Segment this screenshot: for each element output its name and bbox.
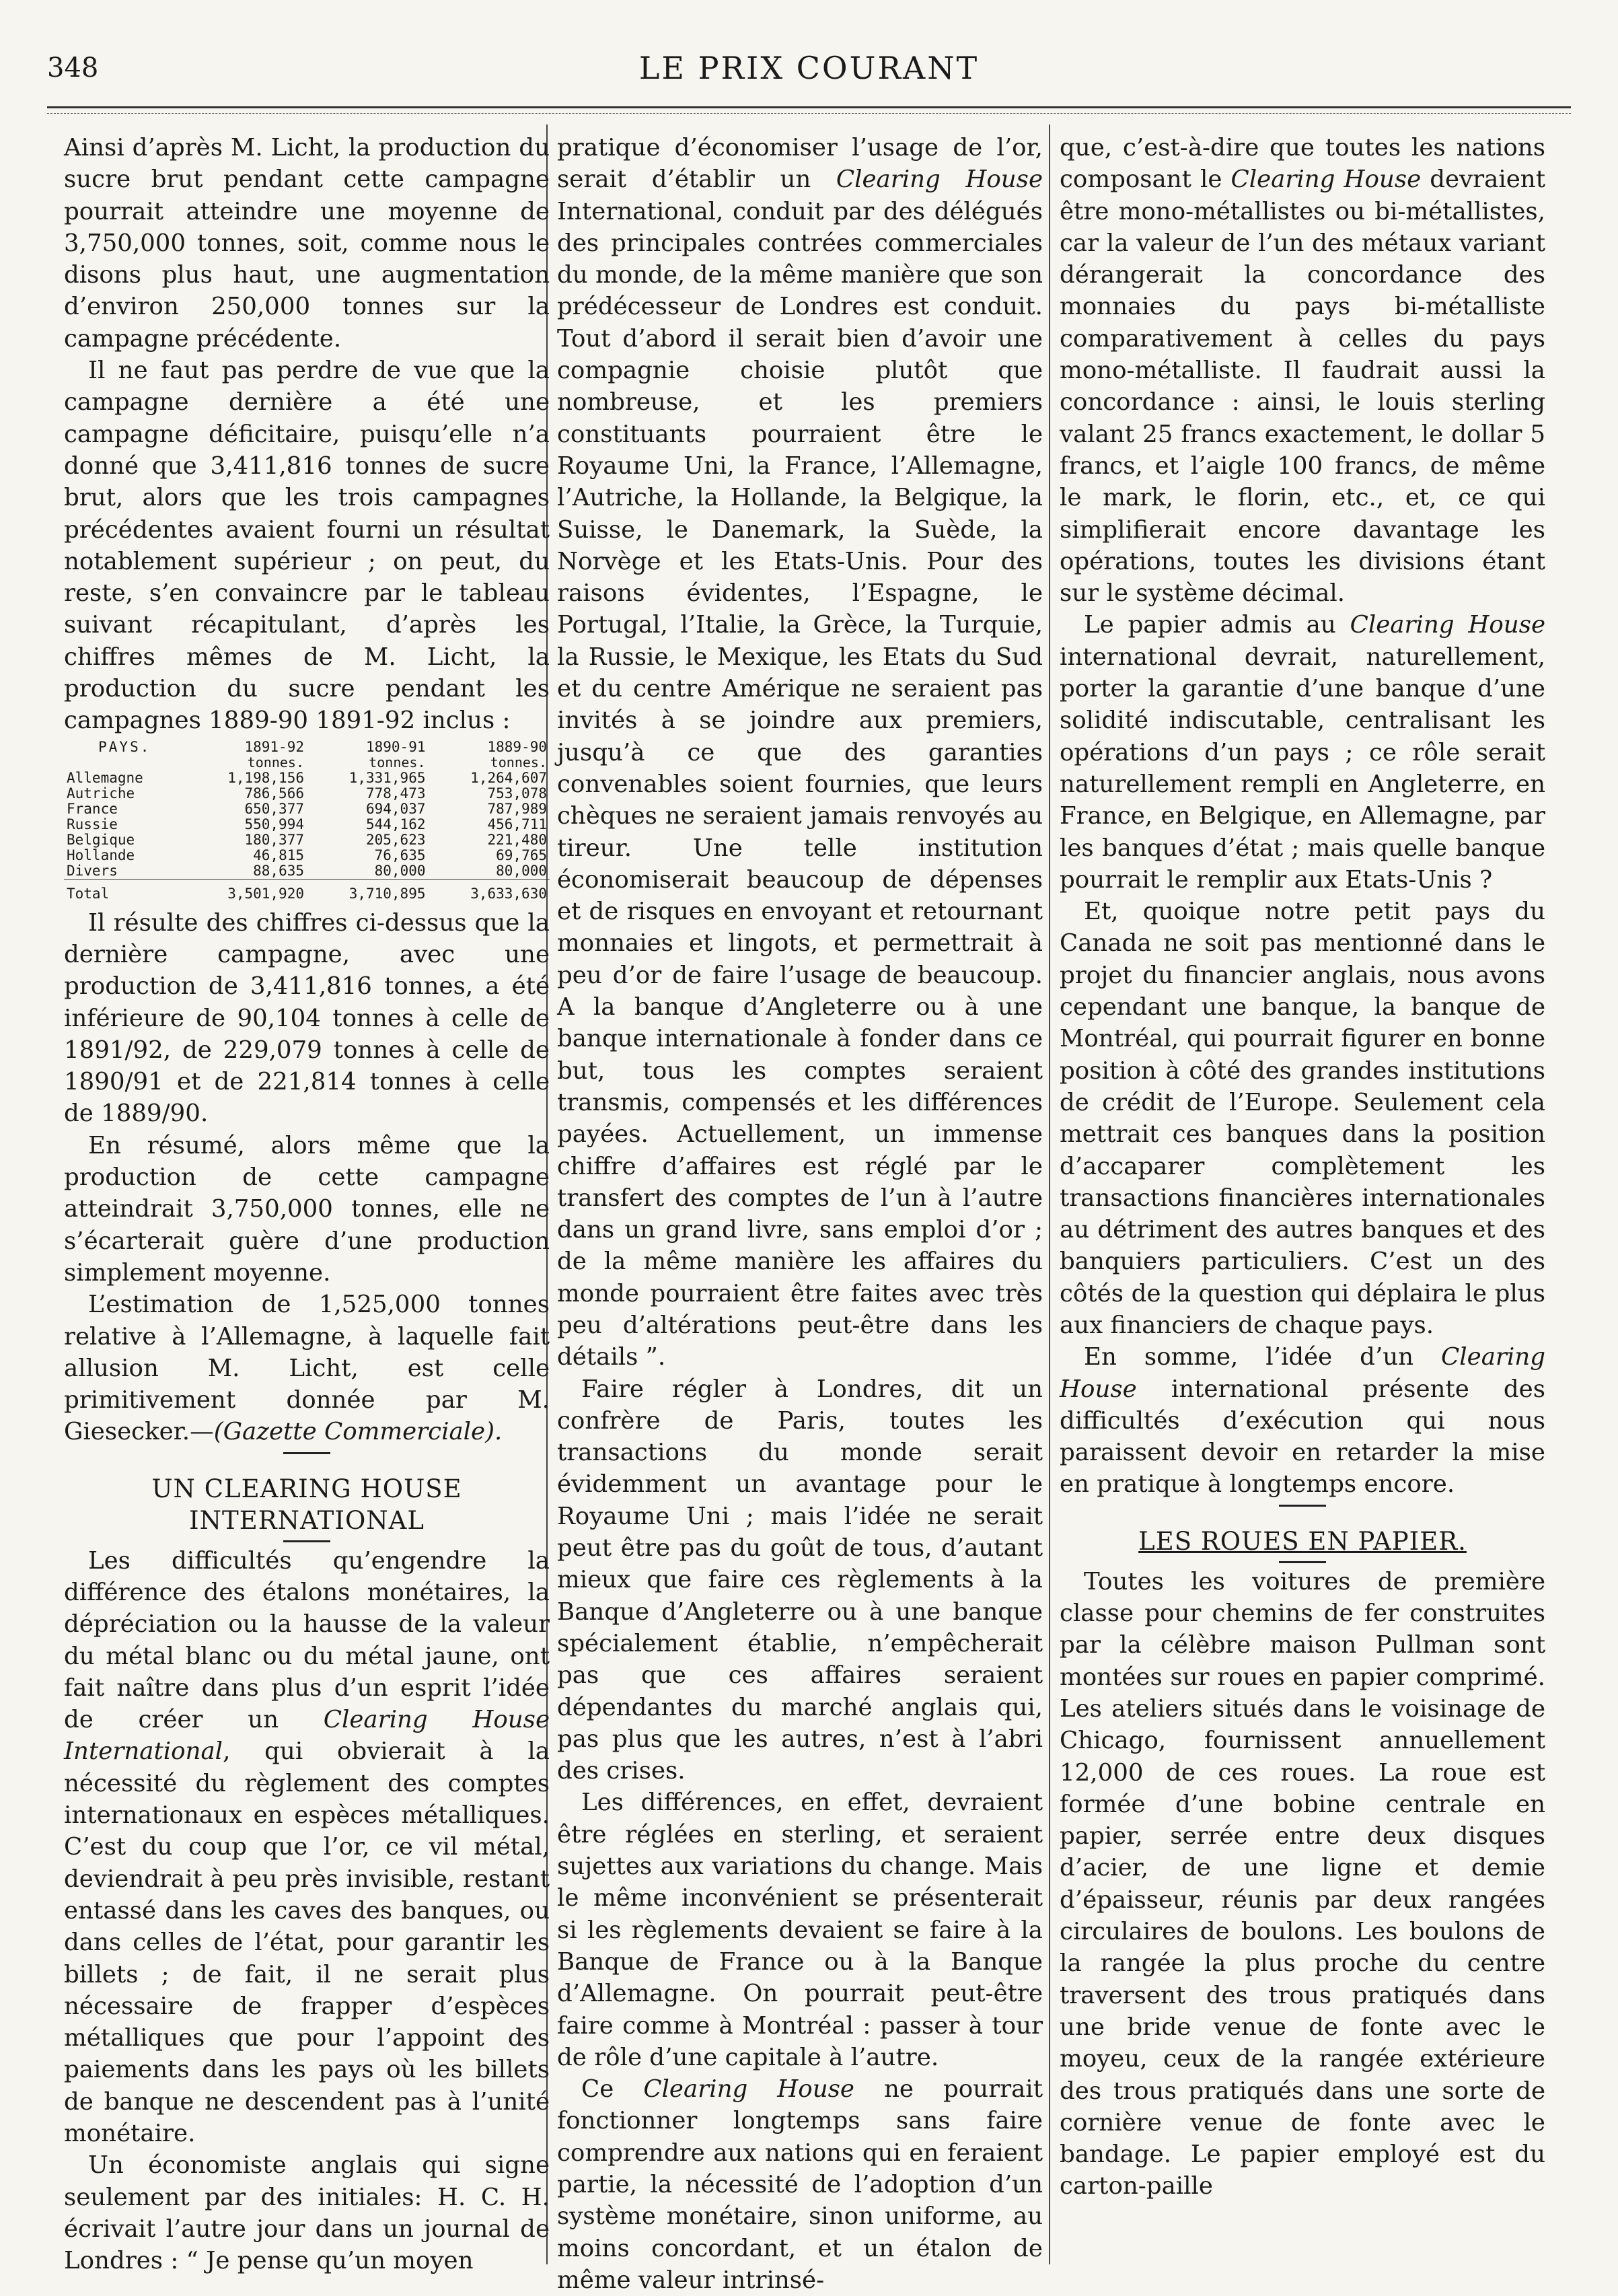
emphasis: Clearing House xyxy=(836,166,1043,194)
paragraph: En résumé, alors même que la production de cette campagne atteindrait 3,750,000 tonnes, elle ne s’écarterait guère d’une production simplement moyenne. xyxy=(64,1131,550,1287)
table-row xyxy=(64,770,550,786)
paragraph-text: international devrait, naturellement, porter la garantie d’une banque d’une solidité indiscutable, centralisant les opérations d’un pays ; ce rôle serait naturellement rempli en Angleterre, en France, en Belgique, en Allemagne, par les banques d’état ; mais quelle banque pourrait le remplir aux Etats-Unis ? xyxy=(1060,643,1545,894)
table-row xyxy=(64,863,550,880)
article-heading: UN CLEARING HOUSE INTERNATIONAL xyxy=(151,1474,462,1535)
table-total-row xyxy=(64,881,550,902)
value-cell: 787,989 xyxy=(487,800,547,817)
value-cell: 456,711 xyxy=(487,816,547,832)
value-cell: 778,473 xyxy=(365,785,426,801)
paragraph-text: ne pourrait fonctionner longtemps sans faire comprendre aux nations qui en feraient partie, la nécessité de l’adoption d’un système monétaire, sinon uniforme, au moins concordant, et un étalon de même valeur intrinsé- xyxy=(557,2075,1043,2294)
section-ornament xyxy=(283,1540,330,1542)
total-label: Total xyxy=(67,885,110,902)
table-row xyxy=(64,817,550,832)
value-cell: 76,635 xyxy=(374,847,426,863)
value-cell: 753,078 xyxy=(487,785,547,801)
column-divider xyxy=(1049,124,1050,2264)
paragraph-text: Les difficultés qu’engendre la différence des étalons monétaires, la dépréciation ou la hausse de la valeur du métal blanc ou du métal jaune, ont fait naître dans plus d’un esprit l’idée de créer un xyxy=(64,1546,550,1734)
paragraph xyxy=(557,2073,1043,2296)
paragraph: Les différences, en effet, devraient être réglées en sterling, et seraient sujettes aux variations du change. Mais le même inconvénient se présenterait si les règlements devaient se faire à la Banque de France ou à la Banque d’Allemagne. On pourrait peut-être faire comme à Montréal : passer à tour de rôle d’une capitale à l’autre. xyxy=(557,1789,1043,2071)
value-cell: 550,994 xyxy=(244,816,304,832)
country-cell: France xyxy=(67,800,118,817)
country-cell: Autriche xyxy=(67,785,135,801)
unit-label: tonnes. xyxy=(247,754,304,770)
value-cell: 180,377 xyxy=(244,831,304,848)
total-cell: 3,710,895 xyxy=(348,885,426,902)
unit-label: tonnes. xyxy=(369,754,426,770)
paragraph-text: que, c’est-à-dire que toutes les nations composant le xyxy=(1060,134,1545,194)
table-row xyxy=(64,832,550,848)
emphasis: Clearing House xyxy=(1230,166,1422,194)
paragraph-text: devraient être mono-métallistes ou bi-métallistes, car la valeur de l’un des métaux variant dérangerait la concordance des monnaies du pays bi-métalliste comparativement à celles du pays mono-métalliste. Il faudrait aussi la concordance : ainsi, le louis sterling valant 25 francs exactement, le dollar 5 francs, et l’aigle 100 francs, de même le mark, le florin, etc., et, ce qui simplifierait encore davantage les opérations, toutes les divisions étant sur le système décimal. xyxy=(1060,166,1545,608)
section-ornament xyxy=(283,1452,330,1454)
paragraph-text: Ce xyxy=(581,2075,614,2104)
table-header: 1889-90 xyxy=(487,738,547,755)
value-cell: 694,037 xyxy=(365,800,426,817)
paragraph: Et, quoique notre petit pays du Canada ne soit pas mentionné dans le projet du financier anglais, nous avons cependant une banque, la banque de Montréal, qui pourrait figurer en bonne position à côté des grandes institutions de crédit de l’Europe. Seulement cela mettrait ces banques dans la position d’accaparer complètement les transactions financières internationales au détriment des autres banques et des banquiers particuliers. C’est un des côtés de la question qui déplaira le plus aux financiers de chaque pays. xyxy=(1060,898,1545,1339)
page-header xyxy=(47,47,1571,101)
value-cell: 80,000 xyxy=(374,862,426,879)
table-header: PAYS. xyxy=(98,738,151,755)
running-title: LE PRIX COURANT xyxy=(638,50,980,86)
emphasis: Clearing House xyxy=(1060,1343,1545,1403)
value-cell: 221,480 xyxy=(487,831,547,848)
value-cell: 88,635 xyxy=(253,862,304,879)
section-ornament xyxy=(1279,1561,1326,1563)
value-cell: 1,198,156 xyxy=(227,769,304,786)
country-cell: Belgique xyxy=(67,831,135,848)
country-cell: Hollande xyxy=(67,847,135,863)
paragraph xyxy=(1060,1341,1545,1500)
total-cell: 3,501,920 xyxy=(227,885,304,902)
emphasis: Clearing House International xyxy=(64,1706,550,1766)
paragraph-text: pratique d’économiser l’usage de l’or, serait d’établir un xyxy=(557,134,1043,194)
emphasis: Clearing House xyxy=(643,2075,854,2104)
paragraph-text: , qui obvierait à la nécessité du règlement des comptes internationaux en espèces métalliques. C’est du coup que l’or, ce vil métal, deviendrait à peu près invisible, restant entassé dans les caves des banques, ou dans celles de l’état, pour garantir les billets ; de fait, il ne serait plus nécessaire de frapper d’espèces métalliques que pour l’appoint des paiements dans les pays où les billets de banque ne descendent pas à l’unité monétaire. xyxy=(64,1737,550,2148)
table-row xyxy=(64,848,550,863)
page-number: 348 xyxy=(47,52,99,83)
column-3 xyxy=(1060,132,1545,2202)
value-cell: 46,815 xyxy=(253,847,304,863)
header-rule-dashed xyxy=(47,113,1571,114)
paragraph xyxy=(1060,609,1545,896)
paragraph-text: L’estimation de 1,525,000 tonnes relative à l’Allemagne, à laquelle fait allusion M. Licht, est celle primitivement donnée par M. Giesecker.— xyxy=(64,1291,550,1446)
article-heading: LES ROUES EN PAPIER. xyxy=(1138,1526,1467,1556)
paragraph-text: En somme, l’idée d’un xyxy=(1084,1343,1414,1371)
value-cell: 544,162 xyxy=(365,816,426,832)
paragraph xyxy=(64,1289,550,1447)
table-header: 1891-92 xyxy=(244,738,304,755)
paragraph: Ainsi d’après M. Licht, la production du sucre brut pendant cette campagne pourrait atteindre une moyenne de 3,750,000 tonnes, soit, comme nous le disons plus haut, une augmentation d’environ 250,000 tonnes sur la campagne précédente. xyxy=(64,134,550,353)
paragraph xyxy=(557,132,1043,1373)
value-cell: 69,765 xyxy=(496,847,547,863)
value-cell: 1,331,965 xyxy=(348,769,426,786)
value-cell: 205,623 xyxy=(365,831,426,848)
total-cell: 3,633,630 xyxy=(470,885,547,902)
value-cell: 1,264,607 xyxy=(470,769,547,786)
paragraph-text: Le papier admis au xyxy=(1084,611,1336,639)
table-row xyxy=(64,801,550,817)
paragraph xyxy=(64,1545,550,2150)
sugar-production-table xyxy=(64,740,550,902)
value-cell: 786,566 xyxy=(244,785,304,801)
country-cell: Divers xyxy=(67,862,118,879)
unit-label: tonnes. xyxy=(490,754,547,770)
value-cell: 80,000 xyxy=(496,862,547,879)
emphasis: Clearing House xyxy=(1350,611,1546,639)
table-row xyxy=(64,786,550,801)
header-rule xyxy=(47,106,1571,108)
column-1 xyxy=(64,132,550,2277)
paragraph-text: international présente des difficultés d’exécution qui nous paraissent devoir en retarder la mise en pratique à longtemps encore. xyxy=(1060,1375,1545,1499)
value-cell: 650,377 xyxy=(244,800,304,817)
section-ornament xyxy=(1279,1505,1326,1507)
paragraph xyxy=(1060,132,1545,609)
country-cell: Allemagne xyxy=(67,769,143,786)
paragraph: Faire régler à Londres, dit un confrère de Paris, toutes les transactions du monde serait évidemment un avantage pour le Royaume Uni ; mais l’idée ne serait peut être pas du goût de tous, d’autant mieux que faire ces règlements à la Banque d’Angleterre ou à une banque spécialement établie, n’empêcherait pas que ces affaires seraient dépendantes du marché anglais qui, pas plus que les autres, n’est à l’abri des crises. xyxy=(557,1375,1043,1785)
paragraph: Il ne faut pas perdre de vue que la campagne dernière a été une campagne déficitaire, puisqu’elle n’a donné que 3,411,816 tonnes de sucre brut, alors que les trois campagnes précédentes avaient fourni un résultat notablement supérieur ; on peut, du reste, s’en convaincre par le tableau suivant récapitulant, d’après les chiffres mêmes de M. Licht, la production du sucre pendant les campagnes 1889-90 1891-92 inclus : xyxy=(64,357,550,735)
paragraph: Un économiste anglais qui signe seulement par des initiales: H. C. H. écrivait l’autre jour dans un journal de Londres : “ Je pense qu’un moyen xyxy=(64,2151,550,2275)
paragraph: Il résulte des chiffres ci-dessus que la dernière campagne, avec une production de 3,411,816 tonnes, a été inférieure de 90,104 tonnes à celle de 1891/92, de 229,079 tonnes à celle de 1890/91 et de 221,814 tonnes à celle de 1889/90. xyxy=(64,908,550,1128)
paragraph-text: International, conduit par des délégués des principales contrées commerciales du monde, de la même manière que son prédécesseur de Londres est conduit. Tout d’abord il serait bien d’avoir une compagnie choisie plutôt que nombreuse, et les premiers constituants pourraient être le Royaume Uni, la France, l’Allemagne, l’Autriche, la Hollande, la Belgique, la Suisse, le Danemark, la Suède, la Norvège et les Etats-Unis. Pour des raisons évidentes, l’Espagne, le Portugal, l’Italie, la Grèce, la Turquie, la Russie, le Mexique, les Etats du Sud et du centre Amérique ne seraient pas invités à se joindre aux premiers, jusqu’à ce que des garanties convenables soient fournies, que leurs chèques ne seraient jamais renvoyés au tireur. Une telle institution économiserait beaucoup de dépenses et de risques en envoyant et retournant monnaies et lingots, et permettrait à peu d’or de faire l’usage de beaucoup. A la banque d’Angleterre ou à une banque internationale à fonder dans ce but, tous les comptes seraient transmis, compensés et les différences payées. Actuellement, un immense chiffre d’affaires est réglé par le transfert des comptes de l’un à l’autre dans un grand livre, sans emploi d’or ; de la même manière les affaires du monde pourraient être faites avec très peu d’altérations peut-être dans les détails ”. xyxy=(557,197,1043,1371)
table-header: 1890-91 xyxy=(365,738,426,755)
paragraph: Toutes les voitures de première classe pour chemins de fer construites par la célèbre maison Pullman sont montées sur roues en papier comprimé. Les ateliers situés dans le voisinage de Chicago, fournissent annuellement 12,000 de ces roues. La roue est formée d’une bobine centrale en papier, serrée entre deux disques d’acier, de une ligne et demie d’épaisseur, réunis par deux rangées circulaires de boulons. Les boulons de la rangée la plus proche du centre traversent des trous pratiqués dans une bride venue de fonte avec le moyeu, ceux de la rangée extérieure des trous pratiqués dans une sorte de cornière venue de fonte avec le bandage. Le papier employé est du carton-paille xyxy=(1060,1567,1545,2200)
source-citation: (Gazette Commerciale). xyxy=(213,1418,503,1446)
column-2 xyxy=(557,132,1043,2296)
country-cell: Russie xyxy=(67,816,118,832)
